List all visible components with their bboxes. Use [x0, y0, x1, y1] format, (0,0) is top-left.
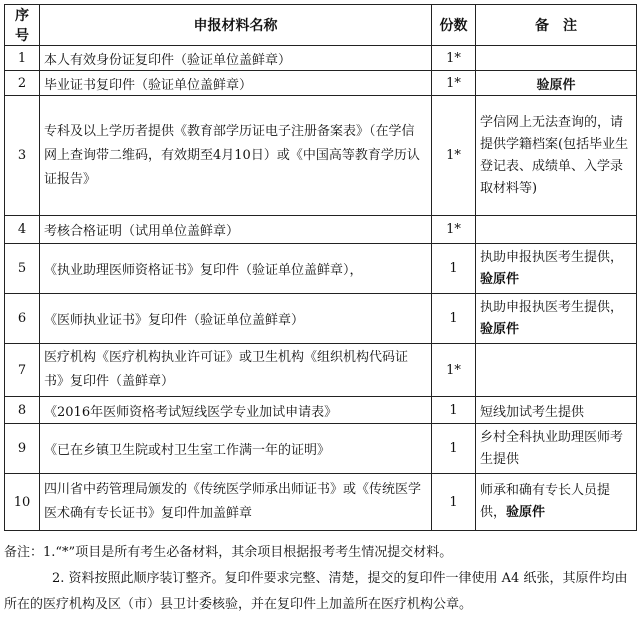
table-row	[5, 344, 637, 397]
footer-notes	[4, 540, 634, 618]
row-count: 1*	[432, 46, 476, 71]
row-name: 《2016年医师资格考试短线医学专业加试申请表》	[40, 397, 432, 424]
table-row	[5, 244, 637, 294]
table-row	[5, 474, 637, 531]
row-count: 1*	[432, 344, 476, 397]
row-note-bold: 验原件	[480, 321, 520, 337]
row-note	[476, 474, 637, 531]
row-note-text: 执助申报执医考生提供，	[480, 249, 624, 265]
row-no: 3	[5, 96, 40, 216]
row-no: 9	[5, 424, 40, 474]
row-count: 1*	[432, 96, 476, 216]
row-note	[476, 344, 637, 397]
row-count: 1	[432, 474, 476, 531]
row-no: 4	[5, 216, 40, 244]
table-row	[5, 397, 637, 424]
row-note	[476, 294, 637, 344]
row-name: 毕业证书复印件（验证单位盖鲜章）	[40, 71, 432, 96]
row-note-text: 师承和确有专长人员提供，	[480, 483, 611, 520]
header-no: 序号	[5, 5, 40, 46]
table-row	[5, 71, 637, 96]
row-no: 10	[5, 474, 40, 531]
row-name: 考核合格证明（试用单位盖鲜章）	[40, 216, 432, 244]
row-name: 医疗机构《医疗机构执业许可证》或卫生机构《组织机构代码证书》复印件（盖鲜章）	[40, 344, 432, 397]
table-header-row	[5, 5, 637, 46]
footer-note-2: 2. 资料按照此顺序装订整齐。复印件要求完整、清楚，提交的复印件一律使用 A4 纸张，其原件均由所在的医疗机构及区（市）县卫计委核验，并在复印件上加盖所在医疗机构公章。	[4, 571, 628, 612]
row-no: 2	[5, 71, 40, 96]
row-no: 1	[5, 46, 40, 71]
row-name: 《执业助理医师资格证书》复印件（验证单位盖鲜章），	[40, 244, 432, 294]
table-row	[5, 294, 637, 344]
materials-table	[4, 4, 637, 531]
row-note: 学信网上无法查询的，请提供学籍档案(包括毕业生登记表、成绩单、入学录取材料等)	[476, 96, 637, 216]
header-count: 份数	[432, 5, 476, 46]
row-count: 1	[432, 424, 476, 474]
row-note-bold: 验原件	[480, 271, 520, 287]
header-note: 备 注	[476, 5, 637, 46]
row-no: 7	[5, 344, 40, 397]
row-name: 本人有效身份证复印件（验证单位盖鲜章）	[40, 46, 432, 71]
row-count: 1*	[432, 216, 476, 244]
row-count: 1	[432, 244, 476, 294]
row-note	[476, 46, 637, 71]
row-count: 1	[432, 294, 476, 344]
row-note-bold: 验原件	[506, 505, 546, 520]
row-name: 四川省中药管理局颁发的《传统医学师承出师证书》或《传统医学医术确有专长证书》复印件加盖鲜章	[40, 474, 432, 531]
table-row	[5, 46, 637, 71]
footer-note-1: 备注：1.“*”项目是所有考生必备材料，其余项目根据报考考生情况提交材料。	[4, 545, 453, 560]
row-note	[476, 244, 637, 294]
table-row	[5, 216, 637, 244]
header-name: 申报材料名称	[40, 5, 432, 46]
row-no: 8	[5, 397, 40, 424]
row-count: 1*	[432, 71, 476, 96]
row-note: 乡村全科执业助理医师考生提供	[476, 424, 637, 474]
row-note: 短线加试考生提供	[476, 397, 637, 424]
row-note	[476, 216, 637, 244]
row-note-text: 执助申报执医考生提供，	[480, 299, 624, 315]
table-row	[5, 424, 637, 474]
row-name: 《医师执业证书》复印件（验证单位盖鲜章）	[40, 294, 432, 344]
row-name: 《已在乡镇卫生院或村卫生室工作满一年的证明》	[40, 424, 432, 474]
row-count: 1	[432, 397, 476, 424]
row-note: 验原件	[476, 71, 637, 96]
table-row	[5, 96, 637, 216]
row-no: 5	[5, 244, 40, 294]
row-name: 专科及以上学历者提供《教育部学历证电子注册备案表》（在学信网上查询带二维码，有效期至4月10日）或《中国高等教育学历认证报告》	[40, 96, 432, 216]
row-no: 6	[5, 294, 40, 344]
